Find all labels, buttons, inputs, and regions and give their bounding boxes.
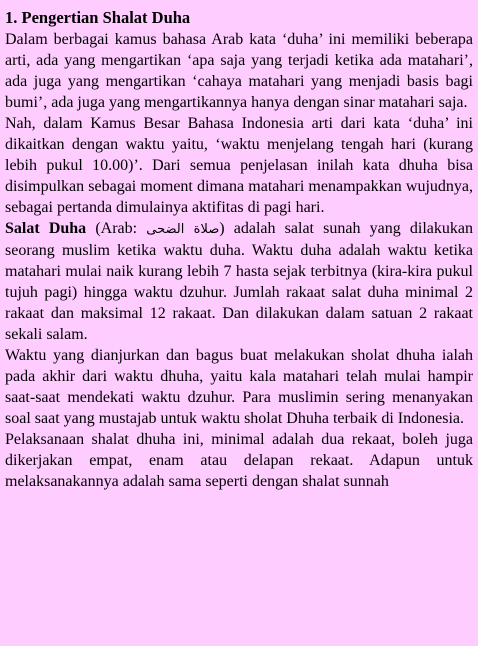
paragraph-duha-meaning-kbbi: Nah, dalam Kamus Besar Bahasa Indonesia arti dari kata ‘duha’ ini dikaitkan dengan waktu yaitu, ‘waktu menjelang tengah hari (kurang lebih pukul 10.00)’. Dari semua penjelasan inilah kata dhuha bisa disimpulkan sebagai moment dimana matahari menampakkan wujudnya, sebagai pertanda dimulainya aktifitas di pagi hari. [5,115,473,216]
paragraph-recommended-time: Waktu yang dianjurkan dan bagus buat melakukan sholat dhuha ialah pada akhir dari waktu dhuha, yaitu kala matahari telah mulai hampir saat-saat mendekati waktu dzuhur. Para muslimin sering menanyakan soal saat yang mustajab untuk waktu sholat Dhuha terbaik di Indonesia. [5,347,473,427]
salat-duha-term: Salat Duha [5,220,87,237]
paragraph-duha-meaning-arabic: Dalam berbagai kamus bahasa Arab kata ‘duha’ ini memiliki beberapa arti, ada yang mengartikan ‘apa saja yang terjadi ketika ada matahari’, ada juga yang mengartikan ‘cahaya matahari yang menjadi basis bagi bumi’, ada juga yang mengartikannya hanya dengan sinar matahari saja. [5,31,473,111]
paragraph-salat-duha-definition [5,218,473,345]
arabic-term: صلاة الضحى [146,222,220,237]
paragraph-rakaat-count: Pelaksanaan shalat dhuha ini, minimal adalah dua rekaat, boleh juga dikerjakan empat, enam atau delapan rekaat. Adapun untuk melaksanakannya adalah sama seperti dengan shalat sunnah [5,431,473,490]
arab-prefix: (Arab: [86,220,147,237]
definition-text: ) adalah salat sunah yang dilakukan seorang muslim ketika waktu duha. Waktu duha adalah waktu ketika matahari mulai naik kurang lebih 7 hasta sejak terbitnya (kira-kira pukul tujuh pagi) hingga waktu dzuhur. Jumlah rakaat salat duha minimal 2 rakaat dan maksimal 12 rakaat. Dan dilakukan dalam satuan 2 rakaat sekali salam. [5,220,474,343]
section-heading: 1. Pengertian Shalat Duha [5,8,191,27]
